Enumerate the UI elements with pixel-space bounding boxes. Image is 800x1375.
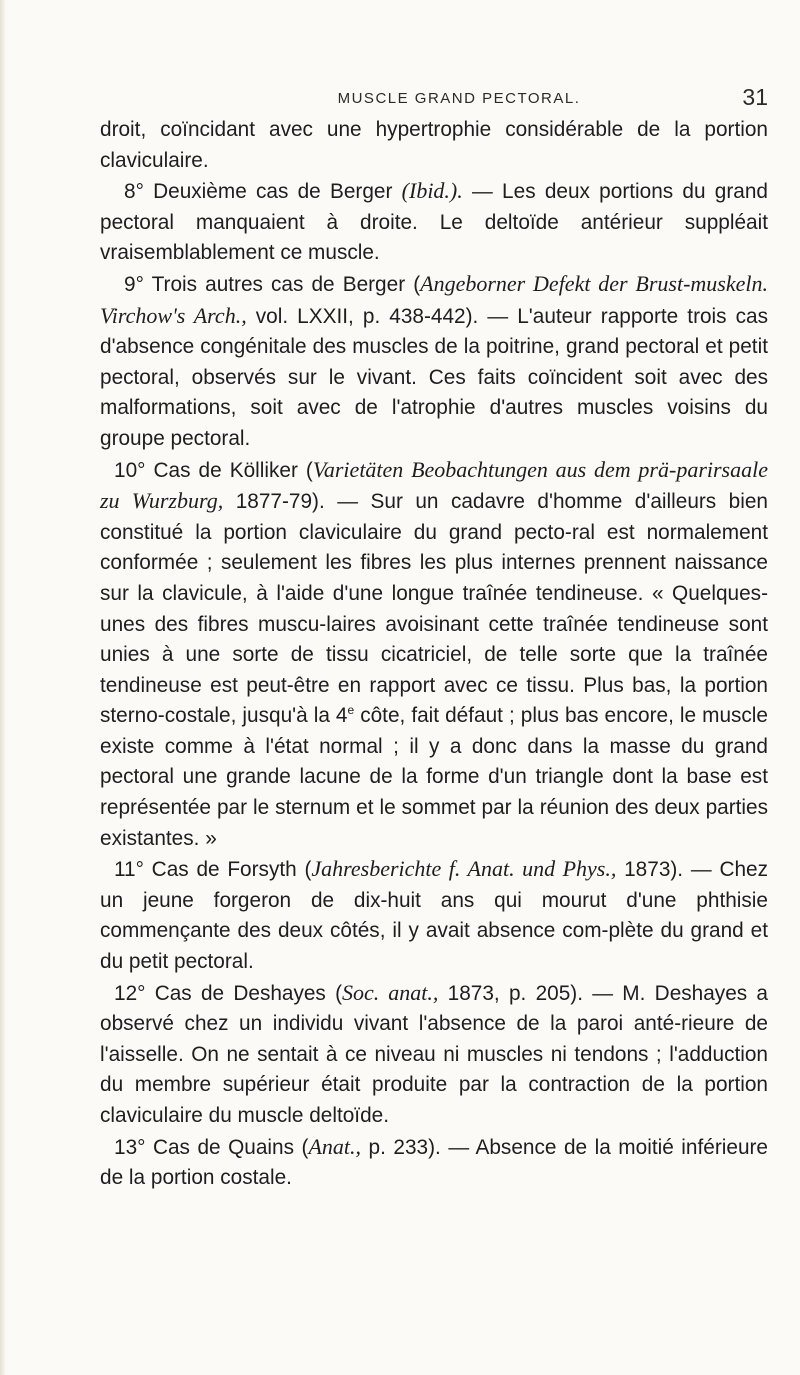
page-number: 31: [742, 84, 768, 110]
case-8-body: — Les deux portions du grand pectoral manquaient à droite. Le deltoïde antérieur suppléait vraisemblablement ce muscle.: [100, 180, 768, 265]
paragraph-continuation: [100, 115, 768, 176]
ordinal-superscript: e: [347, 703, 355, 718]
paragraph-text: droit, coïncidant avec une hypertrophie considérable de la portion claviculaire.: [100, 118, 768, 172]
case-8-text: 8° Deuxième cas de Berger: [124, 180, 402, 204]
case-11-text: 11° Cas de Forsyth (: [114, 858, 312, 882]
case-9-text: 9° Trois autres cas de Berger (: [124, 272, 421, 296]
case-11-body: 1873). — Chez un jeune forgeron de dix-huit ans qui mourut d'une phthisie commençante des deux côtés, il y avait absence com-plète du grand et du petit pectoral.: [100, 858, 768, 974]
case-9-citation: Angeborner Defekt der Brust-muskeln. Virchow's Arch.,: [100, 270, 768, 328]
case-13-body: p. 233). — Absence de la moitié inférieure de la portion costale.: [100, 1135, 768, 1190]
case-11-citation: Jahresberichte f. Anat. und Phys.,: [311, 856, 617, 882]
case-10-body-cont: côte, fait défaut ; plus bas encore, le muscle existe comme à l'état normal ; il y a donc dans la masse du grand pectoral une grande lacune de la forme d'un triangle dont la base est représentée par le sternum et le sommet par la réunion des deux parties existantes. »: [100, 704, 768, 850]
case-12-citation: Soc. anat.,: [342, 979, 439, 1005]
case-10-text: 10° Cas de Kölliker (: [114, 458, 313, 482]
paragraph-case-9: [100, 269, 768, 455]
running-head: [150, 84, 768, 112]
paragraph-case-10: [100, 455, 768, 855]
case-12-text: 12° Cas de Deshayes (: [114, 981, 343, 1005]
paragraph-case-8: [100, 176, 768, 269]
case-9-body: vol. LXXII, p. 438-442). — L'auteur rapporte trois cas d'absence congénitale des muscles de la poitrine, grand pectoral et petit pectoral, observés sur le vivant. Ces faits coïncident soit avec des malformations, soit avec de l'atrophie d'autres muscles voisins du groupe pectoral.: [100, 304, 768, 450]
paragraph-case-11: [100, 854, 768, 977]
paragraph-case-12: [100, 978, 768, 1132]
case-12-body: 1873, p. 205). — M. Deshayes a observé chez un individu vivant l'absence de la paroi anté-rieure de l'aisselle. On ne sentait à ce niveau ni muscles ni tendons ; l'adduction du membre supérieur était produite par la contraction de la portion claviculaire du muscle deltoïde.: [100, 981, 768, 1127]
case-13-citation: Anat.,: [308, 1133, 362, 1159]
page-edge-shadow: [0, 0, 6, 1375]
case-13-text: 13° Cas de Quains (: [114, 1135, 309, 1159]
case-8-citation: (Ibid.).: [401, 178, 463, 204]
body-text: [100, 115, 768, 1194]
paragraph-case-13: [100, 1132, 768, 1194]
running-title: MUSCLE GRAND PECTORAL.: [337, 90, 581, 107]
case-10-citation: Varietäten Beobachtungen aus dem prä-parirsaale zu Wurzburg,: [100, 456, 768, 514]
case-10-body: 1877-79). — Sur un cadavre d'homme d'ailleurs bien constitué la portion claviculaire du grand pecto-ral est normalement conformée ; seulement les fibres les plus internes prennent naissance sur la clavicule, à l'aide d'une longue traînée tendineuse. « Quelques-unes des fibres muscu-laires avoisinant cette traînée tendineuse sont unies à une sorte de tissu cicatriciel, de telle sorte que la traînée tendineuse est peut-être en rapport avec ce tissu. Plus bas, la portion sterno-costale, jusqu'à la 4: [100, 490, 769, 728]
